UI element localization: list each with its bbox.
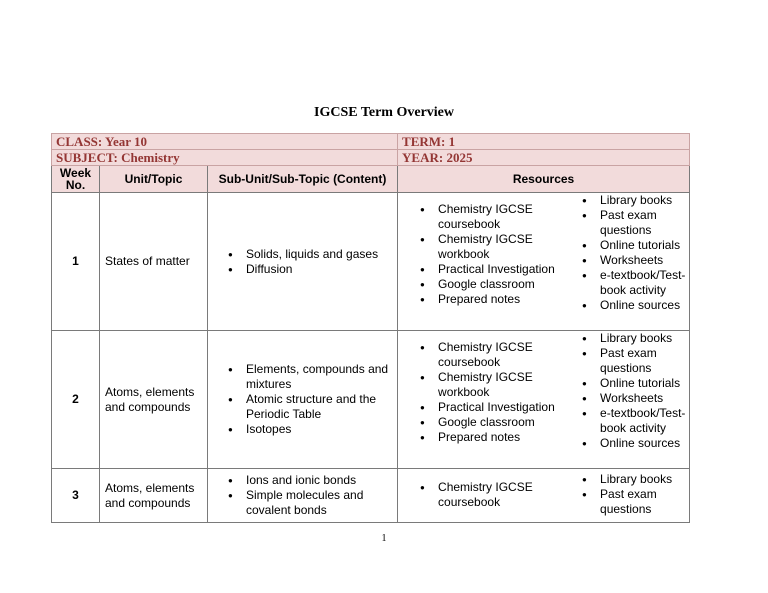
- list-item: ● Worksheets: [580, 253, 690, 268]
- list-item: ● Ions and ionic bonds: [226, 473, 397, 488]
- list-item: ● Chemistry IGCSE coursebook: [418, 480, 578, 510]
- list-item: ● Solids, liquids and gases: [226, 247, 397, 262]
- sub-topic-cell: [208, 469, 398, 523]
- list-item: ● Chemistry IGCSE workbook: [418, 232, 578, 262]
- list-item: ● Simple molecules and covalent bonds: [226, 488, 397, 518]
- list-item: ● Online sources: [580, 298, 690, 313]
- list-item: ● e-textbook/Test-book activity: [580, 268, 690, 298]
- resources-list-primary: [418, 480, 578, 510]
- resources-cell: [398, 193, 690, 331]
- page-number: 1: [381, 533, 387, 544]
- list-item: ● Practical Investigation: [418, 400, 578, 415]
- list-item: ● Worksheets: [580, 391, 690, 406]
- list-item: ● Online sources: [580, 436, 690, 451]
- list-item: ● Online tutorials: [580, 376, 690, 391]
- week-cell: 3: [52, 469, 100, 523]
- table-row: [52, 469, 690, 523]
- table-row: [52, 193, 690, 331]
- list-item: ● Online tutorials: [580, 238, 690, 253]
- resources-list-secondary: [580, 472, 690, 517]
- list-item: ● Google classroom: [418, 277, 578, 292]
- list-item: ● e-textbook/Test-book activity: [580, 406, 690, 436]
- unit-cell: States of matter: [100, 193, 208, 331]
- list-item: ● Past exam questions: [580, 487, 690, 517]
- subject-cell: SUBJECT: Chemistry: [52, 150, 398, 166]
- list-item: ● Library books: [580, 472, 690, 487]
- list-item: ● Elements, compounds and mixtures: [226, 362, 397, 392]
- unit-cell: Atoms, elements and compounds: [100, 469, 208, 523]
- week-cell: 1: [52, 193, 100, 331]
- column-header-row: [52, 166, 690, 193]
- week-cell: 2: [52, 331, 100, 469]
- resources-column-header: Resources: [398, 166, 690, 193]
- list-item: ● Chemistry IGCSE coursebook: [418, 340, 578, 370]
- table-row: [52, 331, 690, 469]
- unit-cell: Atoms, elements and compounds: [100, 331, 208, 469]
- list-item: ● Practical Investigation: [418, 262, 578, 277]
- term-cell: TERM: 1: [398, 134, 690, 150]
- sub-topic-cell: [208, 193, 398, 331]
- list-item: ● Library books: [580, 331, 690, 346]
- list-item: ● Past exam questions: [580, 208, 690, 238]
- list-item: ● Diffusion: [226, 262, 397, 277]
- resources-list-secondary: [580, 331, 690, 451]
- list-item: ● Prepared notes: [418, 430, 578, 445]
- year-cell: YEAR: 2025: [398, 150, 690, 166]
- term-overview-table: [51, 133, 690, 523]
- list-item: ● Past exam questions: [580, 346, 690, 376]
- list-item: ● Atomic structure and the Periodic Table: [226, 392, 397, 422]
- header-row-subject-year: [52, 150, 690, 166]
- sub-column-header: Sub-Unit/Sub-Topic (Content): [208, 166, 398, 193]
- resources-list-primary: [418, 340, 578, 445]
- list-item: ● Library books: [580, 193, 690, 208]
- document-title: IGCSE Term Overview: [314, 105, 454, 120]
- resources-list-primary: [418, 202, 578, 307]
- resources-cell: [398, 331, 690, 469]
- list-item: ● Google classroom: [418, 415, 578, 430]
- header-row-class-term: [52, 134, 690, 150]
- list-item: ● Chemistry IGCSE workbook: [418, 370, 578, 400]
- unit-column-header: Unit/Topic: [100, 166, 208, 193]
- week-column-header: Week No.: [52, 166, 100, 193]
- resources-list-secondary: [580, 193, 690, 313]
- sub-topic-cell: [208, 331, 398, 469]
- list-item: ● Chemistry IGCSE coursebook: [418, 202, 578, 232]
- class-cell: CLASS: Year 10: [52, 134, 398, 150]
- list-item: ● Prepared notes: [418, 292, 578, 307]
- resources-cell: [398, 469, 690, 523]
- list-item: ● Isotopes: [226, 422, 397, 437]
